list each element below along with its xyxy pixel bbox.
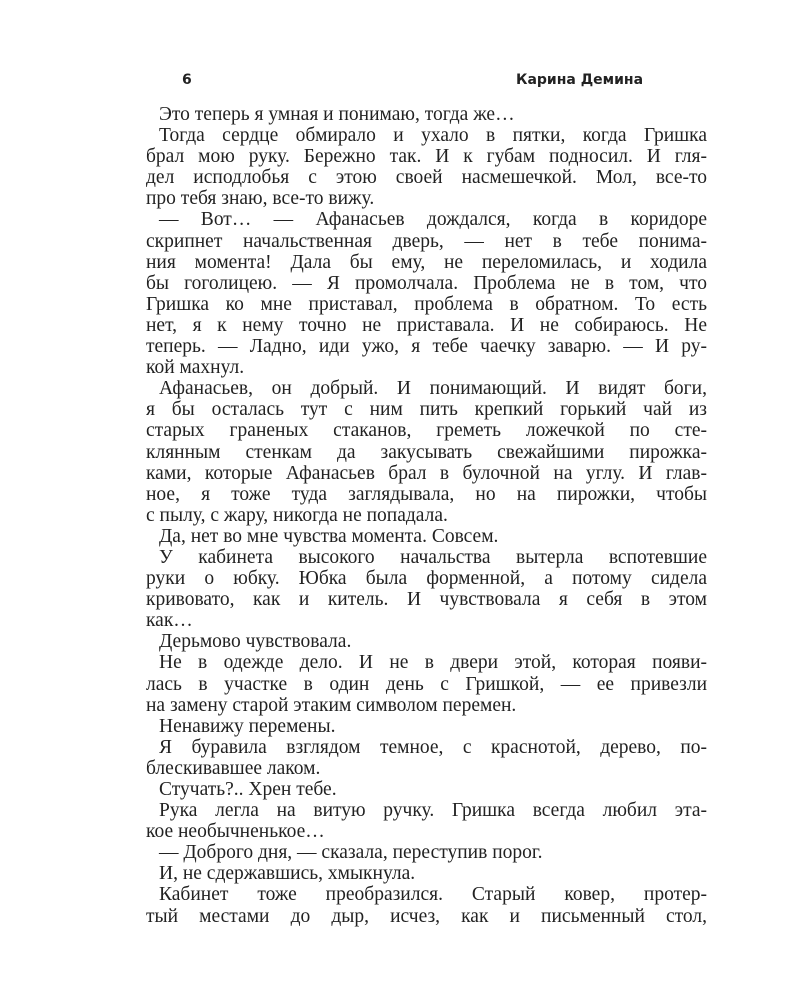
- text-line: теперь. — Ладно, иди ужо, я тебе чаечку заварю. — И ру-: [146, 336, 707, 358]
- text-line: с пылу, с жару, никогда не попадала.: [146, 504, 448, 526]
- text-line: бы гоголицею. — Я промолчала. Проблема не в том, что: [146, 272, 707, 294]
- text-line: лась в участке в один день с Гришкой, — ее привезли: [146, 673, 707, 695]
- page-number: 6: [182, 72, 192, 88]
- text-line: Афанасьев, он добрый. И понимающий. И видят боги,: [159, 378, 707, 400]
- text-line: Рука легла на витую ручку. Гришка всегда любил эта-: [159, 800, 707, 822]
- text-line: Стучать?.. Хрен тебе.: [159, 779, 337, 800]
- text-line: блескивавшее лаком.: [146, 757, 321, 779]
- text-line: брал мою руку. Бережно так. И к губам подносил. И гля-: [146, 146, 707, 168]
- text-line: скрипнет начальственная дверь, — нет в тебе понима-: [146, 230, 707, 252]
- text-line: нет, я к нему точно не приставала. И не собираюсь. Не: [146, 314, 707, 336]
- text-line: как…: [146, 610, 193, 632]
- text-line: ное, я тоже туда заглядывала, но на пирожки, чтобы: [146, 483, 707, 505]
- text-line: Кабинет тоже преобразился. Старый ковер, протер-: [159, 884, 707, 906]
- text-line: Я буравила взглядом темное, с краснотой, дерево, по-: [159, 736, 707, 758]
- text-line: кой махнул.: [146, 357, 245, 379]
- text-line: Дерьмово чувствовала.: [159, 631, 352, 653]
- body-text: [146, 104, 707, 927]
- text-line: — Доброго дня, — сказала, переступив порог.: [159, 842, 543, 864]
- text-line: Это теперь я умная и понимаю, тогда же…: [159, 104, 515, 125]
- text-line: Гришка ко мне приставал, проблема в обратном. То есть: [146, 293, 707, 315]
- text-line: руки о юбку. Юбка была форменной, а потому сидела: [146, 568, 707, 590]
- text-line: И, не сдержавшись, хмыкнула.: [159, 863, 416, 885]
- text-line: старых граненых стаканов, греметь ложечкой по сте-: [146, 420, 707, 442]
- text-line: Да, нет во мне чувства момента. Совсем.: [159, 525, 499, 547]
- text-line: клянным стенкам да закусывать свежайшими пирожка-: [146, 441, 707, 463]
- text-line: дел исподлобья с этою своей насмешечкой. Мол, все-то: [146, 167, 707, 189]
- text-line: — Вот… — Афанасьев дождался, когда в коридоре: [159, 209, 707, 231]
- text-line: тый местами до дыр, исчез, как и письменный стол,: [146, 905, 707, 927]
- text-line: ния момента! Дала бы ему, не переломилась, и ходила: [146, 251, 707, 273]
- text-line: на замену старой этаким символом перемен.: [146, 694, 517, 716]
- text-line: я бы осталась тут с ним пить крепкий горький чай из: [146, 399, 707, 421]
- text-line: Не в одежде дело. И не в двери этой, которая появи-: [159, 652, 707, 674]
- text-line: Ненавижу перемены.: [159, 715, 336, 737]
- text-line: Тогда сердце обмирало и ухало в пятки, когда Гришка: [159, 125, 707, 147]
- running-header-author: Карина Демина: [516, 72, 644, 88]
- text-line: про тебя знаю, все-то вижу.: [146, 188, 375, 210]
- text-line: ками, которые Афанасьев брал в булочной на углу. И глав-: [146, 462, 707, 484]
- text-line: кое необычненькое…: [146, 821, 325, 843]
- text-line: У кабинета высокого начальства вытерла вспотевшие: [159, 546, 707, 568]
- text-line: кривовато, как и китель. И чувствовала я себя в этом: [146, 589, 707, 611]
